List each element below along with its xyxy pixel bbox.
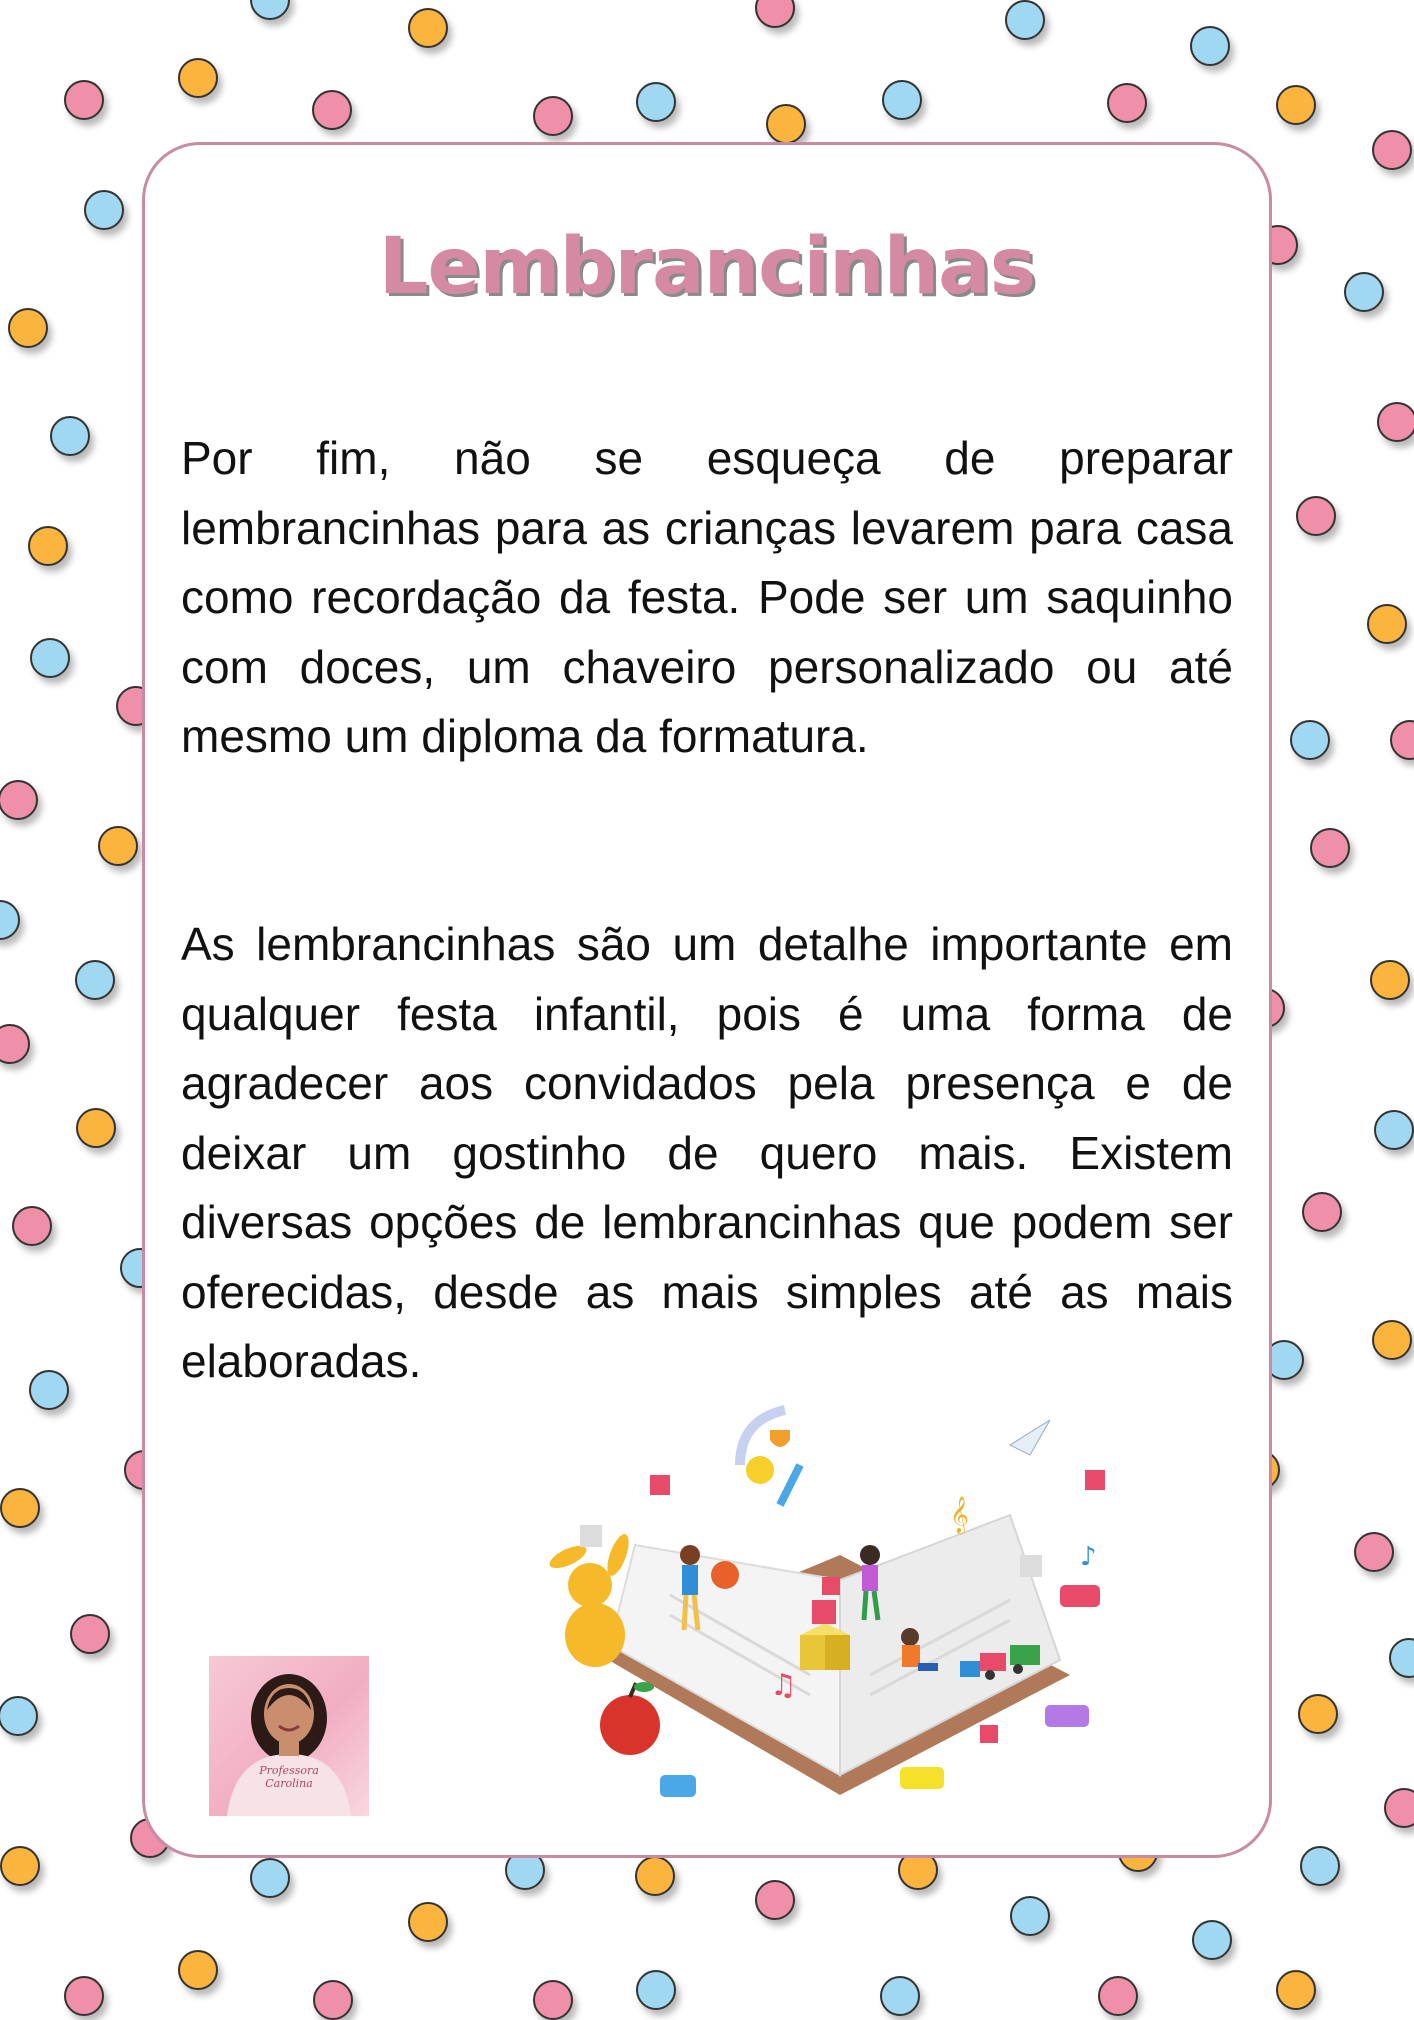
paragraph-details: As lembrancinhas são um detalhe importante em qualquer festa infantil, pois é uma forma de agradecer aos convidados pela presença e de deixar um gostinho de quero mais. Existem diversas opções de lembrancinhas que podem ser oferecidas, desde as mais simples até as mais elaboradas.: [181, 918, 1233, 1387]
teacher-portrait-icon: [209, 1656, 369, 1816]
polka-dot: [1374, 1110, 1414, 1150]
polka-dot: [1098, 1976, 1138, 2016]
svg-text:♪: ♪: [1080, 1542, 1097, 1572]
paragraph-intro: Por fim, não se esqueça de preparar lembrancinhas para as crianças levarem para casa como recordação da festa. Pode ser um saquinho com doces, um chaveiro personalizado ou até mesmo um diploma da formatura.: [181, 432, 1233, 762]
polka-dot: [250, 0, 290, 20]
polka-dot: [755, 1880, 795, 1920]
polka-dot: [766, 104, 806, 144]
polka-dot: [98, 826, 138, 866]
polka-dot: [1367, 604, 1407, 644]
polka-dot: [12, 1206, 52, 1246]
polka-dot: [0, 1488, 40, 1528]
shirt-text: Professora Carolina: [259, 1764, 319, 1790]
polka-dot: [1372, 1320, 1412, 1360]
polka-dot: [1370, 960, 1410, 1000]
polka-dot: [1276, 85, 1316, 125]
polka-dot: [635, 1856, 675, 1896]
polka-dot: [636, 1970, 676, 2010]
polka-dot: [1310, 828, 1350, 868]
polka-dot: [178, 1950, 218, 1990]
polka-dot: [1354, 1532, 1394, 1572]
polka-dot: [1377, 402, 1414, 442]
page-title: Lembrancinhas: [378, 222, 1036, 312]
polka-dot: [1290, 720, 1330, 760]
open-book-with-children-illustration-icon: [540, 1405, 1140, 1815]
polka-dot: [1390, 720, 1414, 760]
polka-dot: [64, 80, 104, 120]
polka-dot: [28, 526, 68, 566]
polka-dot: [533, 96, 573, 136]
polka-dot: [0, 1024, 30, 1064]
svg-text:♫: ♫: [770, 1668, 797, 1703]
polka-dot: [408, 1902, 448, 1942]
polka-dot: [1298, 1694, 1338, 1734]
polka-dot: [75, 960, 115, 1000]
polka-dot: [1190, 26, 1230, 66]
polka-dot: [882, 80, 922, 120]
polka-dot: [50, 416, 90, 456]
polka-dot: [1107, 83, 1147, 123]
polka-dot: [0, 900, 20, 940]
polka-dot: [1384, 1788, 1414, 1828]
polka-dot: [76, 1108, 116, 1148]
teacher-photo: [209, 1656, 369, 1816]
polka-dot: [0, 780, 38, 820]
polka-dot: [1372, 130, 1412, 170]
polka-dot: [1276, 1970, 1316, 2010]
polka-dot: [70, 1614, 110, 1654]
polka-dot: [8, 308, 48, 348]
polka-dot: [0, 1696, 38, 1736]
polka-dot: [408, 8, 448, 48]
polka-dot: [755, 0, 795, 28]
polka-dot: [1005, 0, 1045, 40]
polka-dot: [312, 90, 352, 130]
polka-dot: [250, 1858, 290, 1898]
polka-dot: [64, 1976, 104, 2016]
polka-dot: [178, 58, 218, 98]
polka-dot: [880, 1976, 920, 2016]
polka-dot: [1296, 496, 1336, 536]
polka-dot: [1192, 1920, 1232, 1960]
polka-dot: [636, 82, 676, 122]
polka-dot: [1010, 1896, 1050, 1936]
polka-dot: [29, 1370, 69, 1410]
polka-dot: [30, 638, 70, 678]
polka-dot: [1389, 1638, 1414, 1678]
polka-dot: [533, 1980, 573, 2020]
polka-dot: [1302, 1192, 1342, 1232]
polka-dot: [1300, 1846, 1340, 1886]
svg-text:𝄞: 𝄞: [950, 1495, 969, 1533]
polka-dot: [313, 1980, 353, 2020]
polka-dot: [0, 1846, 40, 1886]
